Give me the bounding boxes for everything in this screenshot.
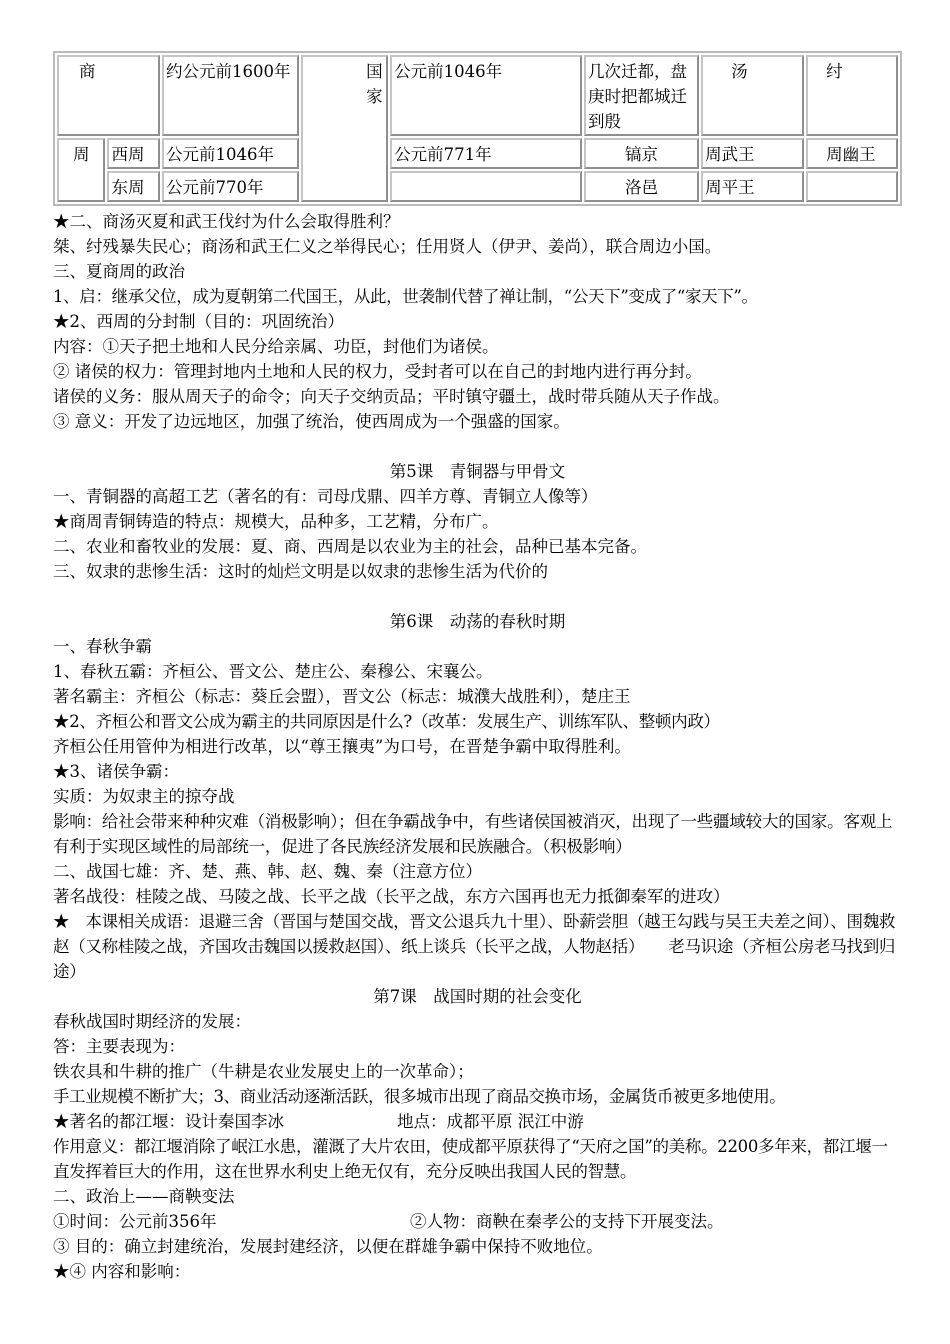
text-line: ② 诸侯的权力：管理封地内土地和人民的权力，受封者可以在自己的封地内进行再分封。 <box>53 362 702 381</box>
text-line: 1、启：继承父位，成为夏朝第二代国王，从此，世袭制代替了禅让制，“公天下”变成了“家天下”。 <box>53 287 758 306</box>
spacer <box>53 434 902 459</box>
cell-dynasty-zhou: 周 <box>57 138 105 202</box>
text-paragraph: 作用意义：都江堰消除了岷江水患，灌溉了大片农田，使成都平原获得了“天府之国”的美称。2200多年来，都江堰一直发挥着巨大的作用，这在世界水利史上绝无仅有，充分反映出我国人民的智慧。 <box>53 1137 888 1181</box>
lesson-7-title: 第7课 战国时期的社会变化 <box>373 987 582 1006</box>
text-line: ③ 目的：确立封建统治，发展封建经济，以便在群雄争霸中保持不败地位。 <box>53 1237 603 1256</box>
notes-body <box>53 209 902 1284</box>
cell-east-zhou-founder: 周平王 <box>701 171 804 202</box>
dujiangyan-location: 地点：成都平原 泯江中游 <box>397 1112 584 1131</box>
lesson-6-title: 第6课 动荡的春秋时期 <box>389 612 566 631</box>
dujiangyan-line <box>53 1109 902 1134</box>
cell-east-zhou-end <box>390 171 582 202</box>
section-heading: 二、政治上——商鞅变法 <box>53 1187 235 1206</box>
cell-nation <box>301 55 388 202</box>
cell-west-zhou-last: 周幽王 <box>806 138 898 169</box>
section-heading: 三、夏商周的政治 <box>53 262 185 281</box>
text-line: 著名战役：桂陵之战、马陵之战、长平之战（长平之战，东方六国再也无力抵御秦军的进攻） <box>53 887 730 906</box>
cell-west-zhou-name: 西周 <box>107 138 160 169</box>
cell-west-zhou-end: 公元前771年 <box>390 138 582 169</box>
cell-shang-last: 纣 <box>806 55 898 136</box>
text-line: 齐桓公任用管仲为相进行改革，以“尊王攘夷”为口号，在晋楚争霸中取得胜利。 <box>53 737 631 756</box>
text-line: 内容：①天子把土地和人民分给亲属、功臣，封他们为诸侯。 <box>53 337 499 356</box>
answer-text: 桀、纣残暴失民心；商汤和武王仁义之举得民心；任用贤人（伊尹、姜尚），联合周边小国。 <box>53 237 722 256</box>
text-line: 春秋战国时期经济的发展： <box>53 1012 251 1031</box>
section-heading: 一、春秋争霸 <box>53 637 152 656</box>
lesson-5-title: 第5课 青铜器与甲骨文 <box>389 462 566 481</box>
cell-dynasty-shang: 商 <box>57 55 160 136</box>
text-line: 诸侯的义务：服从周天子的命令；向天子交纳贡品；平时镇守疆土，战时带兵随从天子作战。 <box>53 387 730 406</box>
section-heading: 二、战国七雄：齐、楚、燕、韩、赵、魏、秦（注意方位） <box>53 862 482 881</box>
text-line: 实质：为奴隶主的掠夺战 <box>53 787 235 806</box>
text-line: ★2、齐桓公和晋文公成为霸主的共同原因是什么?（改革：发展生产、训练军队、整顿内政） <box>53 712 720 731</box>
section-heading: ★3、诸侯争霸： <box>53 762 179 781</box>
text-line: ★商周青铜铸造的特点：规模大，品种多，工艺精，分布广。 <box>53 512 499 531</box>
text-line: 1、春秋五霸：齐桓公、晋文公、楚庄公、秦穆公、宋襄公。 <box>53 662 493 681</box>
reform-person: ②人物：商鞅在秦孝公的支持下开展变法。 <box>410 1212 724 1231</box>
section-heading: ★④ 内容和影响： <box>53 1262 191 1281</box>
text-line: 一、青铜器的高超工艺（著名的有：司母戊鼎、四羊方尊、青铜立人像等） <box>53 487 598 506</box>
text-line: 二、农业和畜牧业的发展：夏、商、西周是以农业为主的社会，品种已基本完备。 <box>53 537 647 556</box>
cell-shang-end: 公元前1046年 <box>390 55 582 136</box>
spacer <box>53 584 902 609</box>
table-row-east-zhou <box>57 171 898 202</box>
text-line: 铁农具和牛耕的推广（牛耕是农业发展史上的一次革命）； <box>53 1062 474 1081</box>
cell-east-zhou-last <box>806 171 898 202</box>
text-line: 三、奴隶的悲惨生活：这时的灿烂文明是以奴隶的悲惨生活为代价的 <box>53 562 548 581</box>
text-line: 答：主要表现为： <box>53 1037 185 1056</box>
cell-shang-founder: 汤 <box>701 55 804 136</box>
text-line: ③ 意义：开发了边远地区，加强了统治，使西周成为一个强盛的国家。 <box>53 412 570 431</box>
table-row-west-zhou <box>57 138 898 169</box>
cell-west-zhou-capital: 镐京 <box>584 138 699 169</box>
text-paragraph: 影响：给社会带来种种灾难（消极影响）；但在争霸战争中，有些诸侯国被消灭，出现了一些疆域较大的国家。客观上有利于实现区域性的局部统一，促进了各民族经济发展和民族融合。（积极影响） <box>53 812 893 856</box>
cell-west-zhou-start: 公元前1046年 <box>162 138 299 169</box>
cell-east-zhou-name: 东周 <box>107 171 160 202</box>
question-heading: ★二、商汤灭夏和武王伐纣为什么会取得胜利？ <box>53 212 400 231</box>
text-line: 著名霸主：齐桓公（标志：葵丘会盟），晋文公（标志：城濮大战胜利），楚庄王 <box>53 687 631 706</box>
cell-shang-capital: 几次迁都，盘庚时把都城迁到殷 <box>584 55 699 136</box>
dynasty-table <box>53 51 902 206</box>
cell-east-zhou-capital: 洛邑 <box>584 171 699 202</box>
nation-label: 国家 <box>366 62 383 106</box>
cell-east-zhou-start: 公元前770年 <box>162 171 299 202</box>
cell-west-zhou-founder: 周武王 <box>701 138 804 169</box>
reform-time-person-line <box>53 1209 902 1234</box>
dujiangyan-designer: ★著名的都江堰：设计秦国李冰 <box>53 1112 284 1131</box>
section-heading: ★2、西周的分封制（目的：巩固统治） <box>53 312 344 331</box>
table-row-shang <box>57 55 898 136</box>
cell-shang-start: 约公元前1600年 <box>162 55 299 136</box>
reform-time: ①时间：公元前356年 <box>53 1212 217 1231</box>
idioms-paragraph: ★ 本课相关成语：退避三舍（晋国与楚国交战，晋文公退兵九十里）、卧薪尝胆（越王勾践与吴王夫差之间）、围魏救赵（又称桂陵之战，齐国攻击魏国以援救赵国）、纸上谈兵（长平之战，人物赵括） 老马识途（齐桓公房老马找到归途） <box>53 912 896 981</box>
document-page <box>53 51 902 1284</box>
text-line: 手工业规模不断扩大；3、商业活动逐渐活跃，很多城市出现了商品交换市场，金属货币被更多地使用。 <box>53 1087 786 1106</box>
